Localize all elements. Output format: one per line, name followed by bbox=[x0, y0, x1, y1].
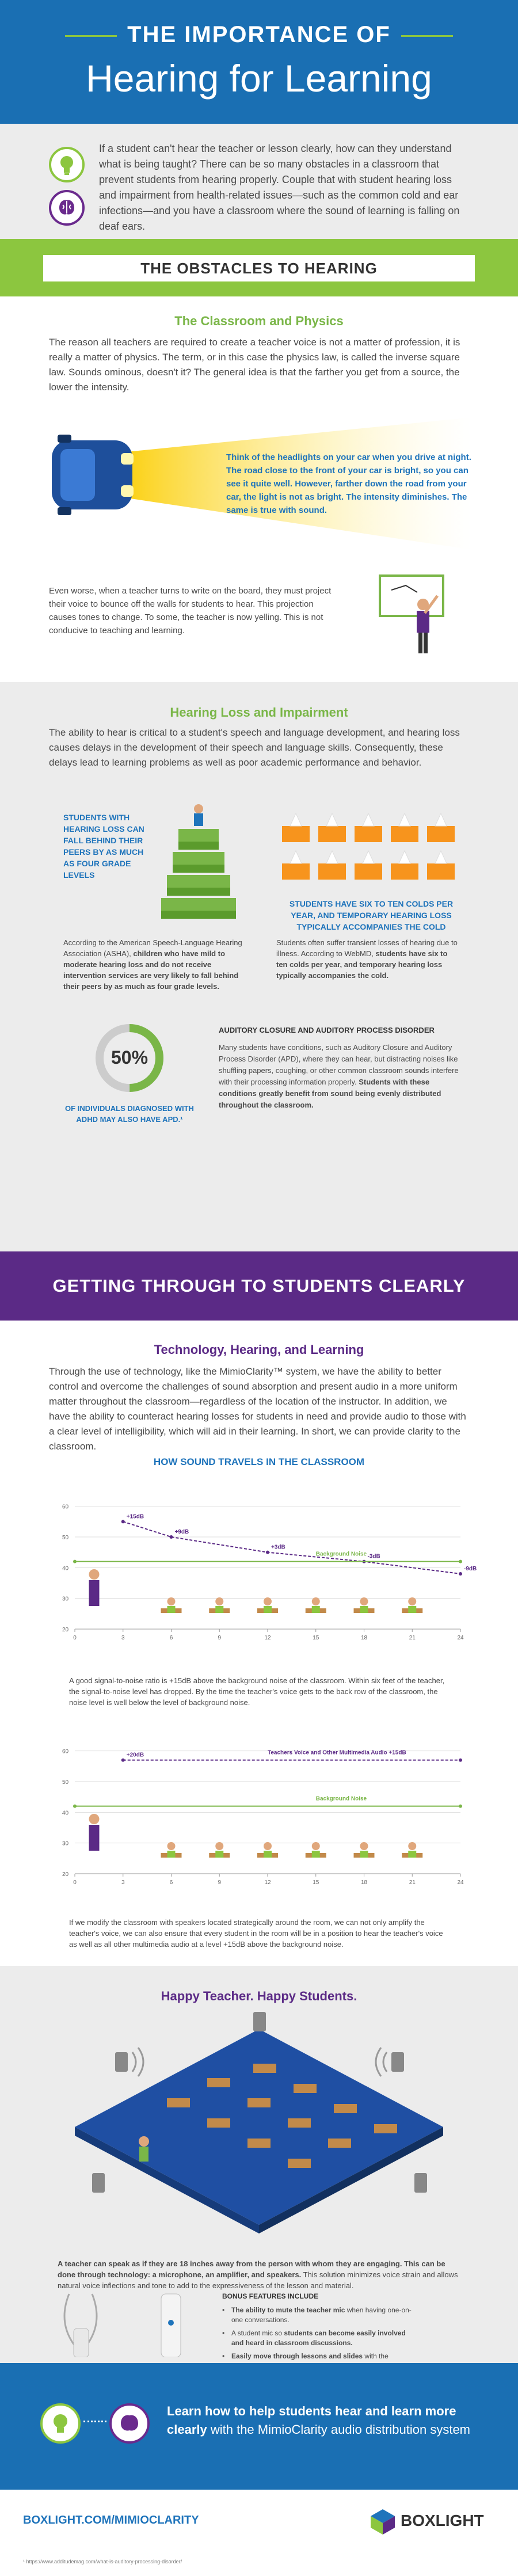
colds-stat: STUDENTS HAVE SIX TO TEN COLDS PER YEAR, AND TEMPORARY HEARING LOSS TYPICALLY ACCOMPANIES THE COLD bbox=[289, 899, 454, 931]
series-label: Teachers Voice and Other Multimedia Audio +15dB bbox=[268, 1749, 406, 1756]
student-body bbox=[312, 1606, 320, 1613]
colds-caption bbox=[276, 937, 460, 981]
feature-item bbox=[222, 2305, 412, 2325]
student-body bbox=[360, 1851, 368, 1858]
happy-text-bold: A teacher can speak as if they are 18 inches away from the person with whom they are engaging. This can be done through technology: a microphone, an amplifier, and speakers. bbox=[58, 2259, 445, 2279]
grade-levels-caption-b: children who have mild to moderate hearing loss and do not receive intervention services are very likely to fall behind their peers by as much as four grade levels. bbox=[63, 949, 239, 991]
y-tick-label: 30 bbox=[62, 1596, 69, 1603]
feature-item-rest: with the bbox=[364, 2352, 389, 2360]
x-tick-label: 24 bbox=[457, 1635, 464, 1641]
data-point bbox=[170, 1535, 173, 1539]
x-tick-label: 6 bbox=[169, 1879, 173, 1886]
series-label: Background Noise bbox=[315, 1551, 367, 1558]
connector-dots bbox=[83, 2421, 106, 2422]
student-head bbox=[167, 1842, 176, 1850]
student-head bbox=[312, 1842, 320, 1850]
y-tick-label: 50 bbox=[62, 1535, 69, 1541]
boxlight-logo bbox=[368, 2507, 501, 2536]
x-tick-label: 18 bbox=[360, 1635, 368, 1641]
x-tick-label: 6 bbox=[169, 1635, 173, 1641]
boxlight-mark-icon bbox=[368, 2507, 397, 2536]
x-tick-label: 21 bbox=[409, 1635, 416, 1641]
student-figure bbox=[194, 804, 203, 826]
tissue-boxes-graphic bbox=[276, 809, 466, 889]
student-head bbox=[408, 1842, 416, 1850]
tech-text: Through the use of technology, like the MimioClarity™ system, we have the ability to better control and overcome the challenges of sound absorption and present audio in a more uniform matter throughout the classroom—regardless of the location of the instructor. In addition, we have the ability to counteract hearing losses for students in need and provide audio to those with a clear level of intelligibility, which will aid in their learning. In short, we can provide clarity to the classroom. bbox=[49, 1366, 466, 1452]
data-label: +15dB bbox=[126, 1513, 144, 1520]
student-head bbox=[167, 1597, 176, 1605]
feature-item-bold: The ability to mute the teacher mic bbox=[231, 2306, 345, 2314]
apd-text-a: Many students have conditions, such as Auditory Closure and Auditory Process Disorder (APD), where they can hear, but distracting noises like shuffling papers, coughing, or other common classroom sounds interfere with their processing information properly. bbox=[219, 1043, 459, 1086]
apd-percent: 50% bbox=[111, 1047, 148, 1068]
colds-caption-b: students have six to ten colds per year, and temporary hearing loss typically accompanies the cold. bbox=[276, 949, 448, 980]
page-title: Hearing for Learning bbox=[86, 57, 432, 100]
student-body bbox=[360, 1606, 368, 1613]
footer bbox=[0, 2490, 518, 2576]
x-tick-label: 0 bbox=[73, 1879, 77, 1886]
data-point bbox=[73, 1560, 77, 1563]
y-tick-label: 50 bbox=[62, 1779, 69, 1786]
student-body bbox=[312, 1851, 320, 1858]
page-header bbox=[0, 0, 518, 124]
student-head bbox=[264, 1597, 272, 1605]
getting-through-heading: GETTING THROUGH TO STUDENTS CLEARLY bbox=[52, 1276, 466, 1296]
car-icon bbox=[52, 435, 134, 515]
x-tick-label: 12 bbox=[264, 1879, 271, 1886]
apd-title: AUDITORY CLOSURE AND AUDITORY PROCESS DISORDER bbox=[219, 1026, 435, 1034]
hearing-loss-title: Hearing Loss and Impairment bbox=[170, 705, 348, 720]
cta-text[interactable] bbox=[167, 2402, 489, 2439]
cta-text-rest: with the MimioClarity audio distribution system bbox=[207, 2422, 471, 2437]
y-tick-label: 40 bbox=[62, 1810, 69, 1817]
tech-title: Technology, Hearing, and Learning bbox=[154, 1342, 364, 1357]
student-body bbox=[408, 1851, 416, 1858]
data-label: +3dB bbox=[271, 1544, 285, 1551]
chart-title: HOW SOUND TRAVELS IN THE CLASSROOM bbox=[153, 1456, 365, 1467]
teacher-body bbox=[89, 1825, 100, 1851]
apd-text bbox=[219, 1042, 466, 1111]
obstacles-banner bbox=[0, 239, 518, 296]
data-point bbox=[121, 1520, 125, 1523]
teacher-head bbox=[89, 1569, 100, 1580]
student-head bbox=[360, 1597, 368, 1605]
chart2-caption: If we modify the classroom with speakers located strategically around the room, we can not only amplify the teacher's voice, we can also ensure that every student in the room will be in a position to hear the teacher's voice as well as all other multimedia audio at a level +15dB above the background noise. bbox=[69, 1918, 443, 1949]
feature-item-rest: A student mic so bbox=[231, 2329, 284, 2337]
teacher-at-board-illustration bbox=[368, 573, 455, 659]
microphones-graphic bbox=[52, 2288, 201, 2357]
colds-caption-a: Students often suffer transient losses of hearing due to illness. According to WebMD, bbox=[276, 938, 458, 958]
sound-travel-chart-2 bbox=[0, 1718, 518, 1902]
x-tick-label: 12 bbox=[264, 1635, 271, 1641]
data-label: +20dB bbox=[126, 1752, 144, 1759]
classroom-physics-text: The reason all teachers are required to create a teacher voice is not a matter of profession, it is really a matter of physics. The term, or in this case the physics law, is called the inverse square law. Sounds ominous, doesn't it? The general idea is that the farther you get from a source, the lower the intensity. bbox=[49, 337, 460, 393]
apd-text-b: Students with these conditions greatly benefit from sound being evenly distributed throughout the classroom. bbox=[219, 1078, 441, 1109]
feature-item bbox=[222, 2328, 412, 2348]
header-kicker: THE IMPORTANCE OF bbox=[0, 22, 518, 48]
x-tick-label: 24 bbox=[457, 1879, 464, 1886]
apd-stat: OF INDIVIDUALS DIAGNOSED WITH ADHD MAY ALSO HAVE APD.¹ bbox=[65, 1104, 194, 1124]
obstacles-heading: THE OBSTACLES TO HEARING bbox=[43, 255, 475, 281]
intro-section bbox=[0, 124, 518, 239]
brand-name: BOXLIGHT bbox=[401, 2512, 484, 2529]
student-body bbox=[264, 1606, 272, 1613]
getting-through-banner bbox=[0, 1251, 518, 1321]
brain-icon bbox=[109, 2403, 150, 2444]
x-tick-label: 9 bbox=[218, 1635, 222, 1641]
grade-levels-stat: STUDENTS WITH HEARING LOSS CAN FALL BEHIND THEIR PEERS BY AS MUCH AS FOUR GRADE LEVELS bbox=[63, 813, 144, 880]
intro-text: If a student can't hear the teacher or lesson clearly, how can they understand what is being taught? There can be so many obstacles in a classroom that prevent students from hearing properly. Couple that with student hearing loss and impairment from health-related issues—such as the common cold and ear infections—and you have a classroom where the sound of learning is falling on deaf ears. bbox=[99, 143, 460, 232]
hearing-loss-text: The ability to hear is critical to a student's speech and language development, and hearing loss causes delays in the development of their speech and language skills. Consequently, these delays lead to learning problems as well as poor academic performance and behavior. bbox=[49, 727, 460, 768]
y-tick-label: 40 bbox=[62, 1565, 69, 1572]
data-point bbox=[121, 1759, 125, 1762]
student-body bbox=[264, 1851, 272, 1858]
data-point bbox=[459, 1560, 462, 1563]
teacher-voice-line bbox=[123, 1521, 460, 1574]
student-head bbox=[408, 1597, 416, 1605]
happy-text bbox=[58, 2258, 460, 2291]
data-label: +9dB bbox=[174, 1529, 189, 1535]
x-tick-label: 21 bbox=[409, 1879, 416, 1886]
hearing-loss-section bbox=[0, 682, 518, 1251]
headlight-text: Think of the headlights on your car when you drive at night. The road close to the front of your car is bright, so you can see it quite well. However, farther down the road from your car, the light is not as bright. The intensity diminishes. The same is true with sound. bbox=[226, 452, 471, 515]
grade-levels-caption bbox=[63, 937, 247, 992]
feature-item-bold: Easily move through lessons and slides bbox=[231, 2352, 363, 2360]
student-head bbox=[264, 1842, 272, 1850]
x-tick-label: 9 bbox=[218, 1879, 222, 1886]
data-point bbox=[266, 1551, 269, 1554]
student-head bbox=[215, 1597, 223, 1605]
series-label: Background Noise bbox=[315, 1795, 367, 1802]
feature-item-bold: students can become easily involved and heard in classroom discussions. bbox=[231, 2329, 406, 2347]
student-head bbox=[312, 1597, 320, 1605]
lightbulb-icon bbox=[49, 147, 85, 182]
brain-icon bbox=[49, 190, 85, 226]
student-head bbox=[360, 1842, 368, 1850]
footer-url[interactable]: BOXLIGHT.COM/MIMIOCLARITY bbox=[23, 2514, 199, 2526]
sound-travel-chart-1 bbox=[0, 1474, 518, 1658]
feature-item-rest: when having one-on-one conversations. bbox=[231, 2306, 412, 2324]
data-point bbox=[73, 1805, 77, 1808]
happy-teacher-section bbox=[0, 1966, 518, 2363]
features-title: BONUS FEATURES INCLUDE bbox=[222, 2292, 319, 2300]
grade-levels-caption-a: According to the American Speech-Language Hearing Association (ASHA), bbox=[63, 938, 242, 958]
student-body bbox=[408, 1606, 416, 1613]
student-body bbox=[215, 1606, 223, 1613]
y-tick-label: 20 bbox=[62, 1871, 69, 1878]
teacher-figure bbox=[139, 2136, 149, 2162]
teacher-body bbox=[89, 1580, 100, 1606]
lightbulb-icon bbox=[40, 2403, 81, 2444]
chart1-caption: A good signal-to-noise ratio is +15dB above the background noise of the classroom. Within six feet of the teacher, the signal-to-noise level has dropped. By the time the teacher's voice gets to the back row of the classroom, the noise level is well below the level of background noise. bbox=[69, 1676, 445, 1707]
student-body bbox=[167, 1851, 176, 1858]
happy-title: Happy Teacher. Happy Students. bbox=[161, 1989, 357, 2003]
cta-section bbox=[0, 2363, 518, 2490]
x-tick-label: 3 bbox=[121, 1879, 125, 1886]
stairs-graphic bbox=[138, 797, 271, 930]
data-point bbox=[459, 1805, 462, 1808]
y-tick-label: 30 bbox=[62, 1840, 69, 1847]
y-tick-label: 60 bbox=[62, 1504, 69, 1510]
student-head bbox=[215, 1842, 223, 1850]
data-point bbox=[459, 1572, 462, 1576]
data-label: -9dB bbox=[464, 1566, 477, 1572]
x-tick-label: 15 bbox=[313, 1635, 319, 1641]
y-tick-label: 20 bbox=[62, 1627, 69, 1633]
x-tick-label: 18 bbox=[360, 1879, 368, 1886]
teacher-head bbox=[89, 1814, 100, 1824]
y-tick-label: 60 bbox=[62, 1748, 69, 1755]
classroom-physics-title: The Classroom and Physics bbox=[174, 314, 344, 328]
happy-text-rest: This solution minimizes voice strain and allows natural voice inflections and tone to add to the expressiveness of the lesson and material. bbox=[58, 2270, 458, 2290]
classroom-speakers-illustration bbox=[69, 2012, 449, 2236]
x-tick-label: 15 bbox=[313, 1879, 319, 1886]
data-point bbox=[459, 1759, 462, 1762]
student-body bbox=[215, 1851, 223, 1858]
cta-text-bold: Learn how to help students hear and learn more clearly bbox=[167, 2404, 456, 2437]
student-body bbox=[167, 1606, 176, 1613]
x-tick-label: 0 bbox=[73, 1635, 77, 1641]
footnote: ¹ https://www.additudemag.com/what-is-auditory-processing-disorder/ bbox=[23, 2559, 182, 2564]
x-tick-label: 3 bbox=[121, 1635, 125, 1641]
board-text: Even worse, when a teacher turns to write on the board, they must project their voice to bounce off the walls for students to hear. This projection causes tones to change. To some, the teacher is now yelling. This is not conducive to teaching and learning. bbox=[49, 586, 332, 636]
data-label: -3dB bbox=[367, 1553, 380, 1560]
